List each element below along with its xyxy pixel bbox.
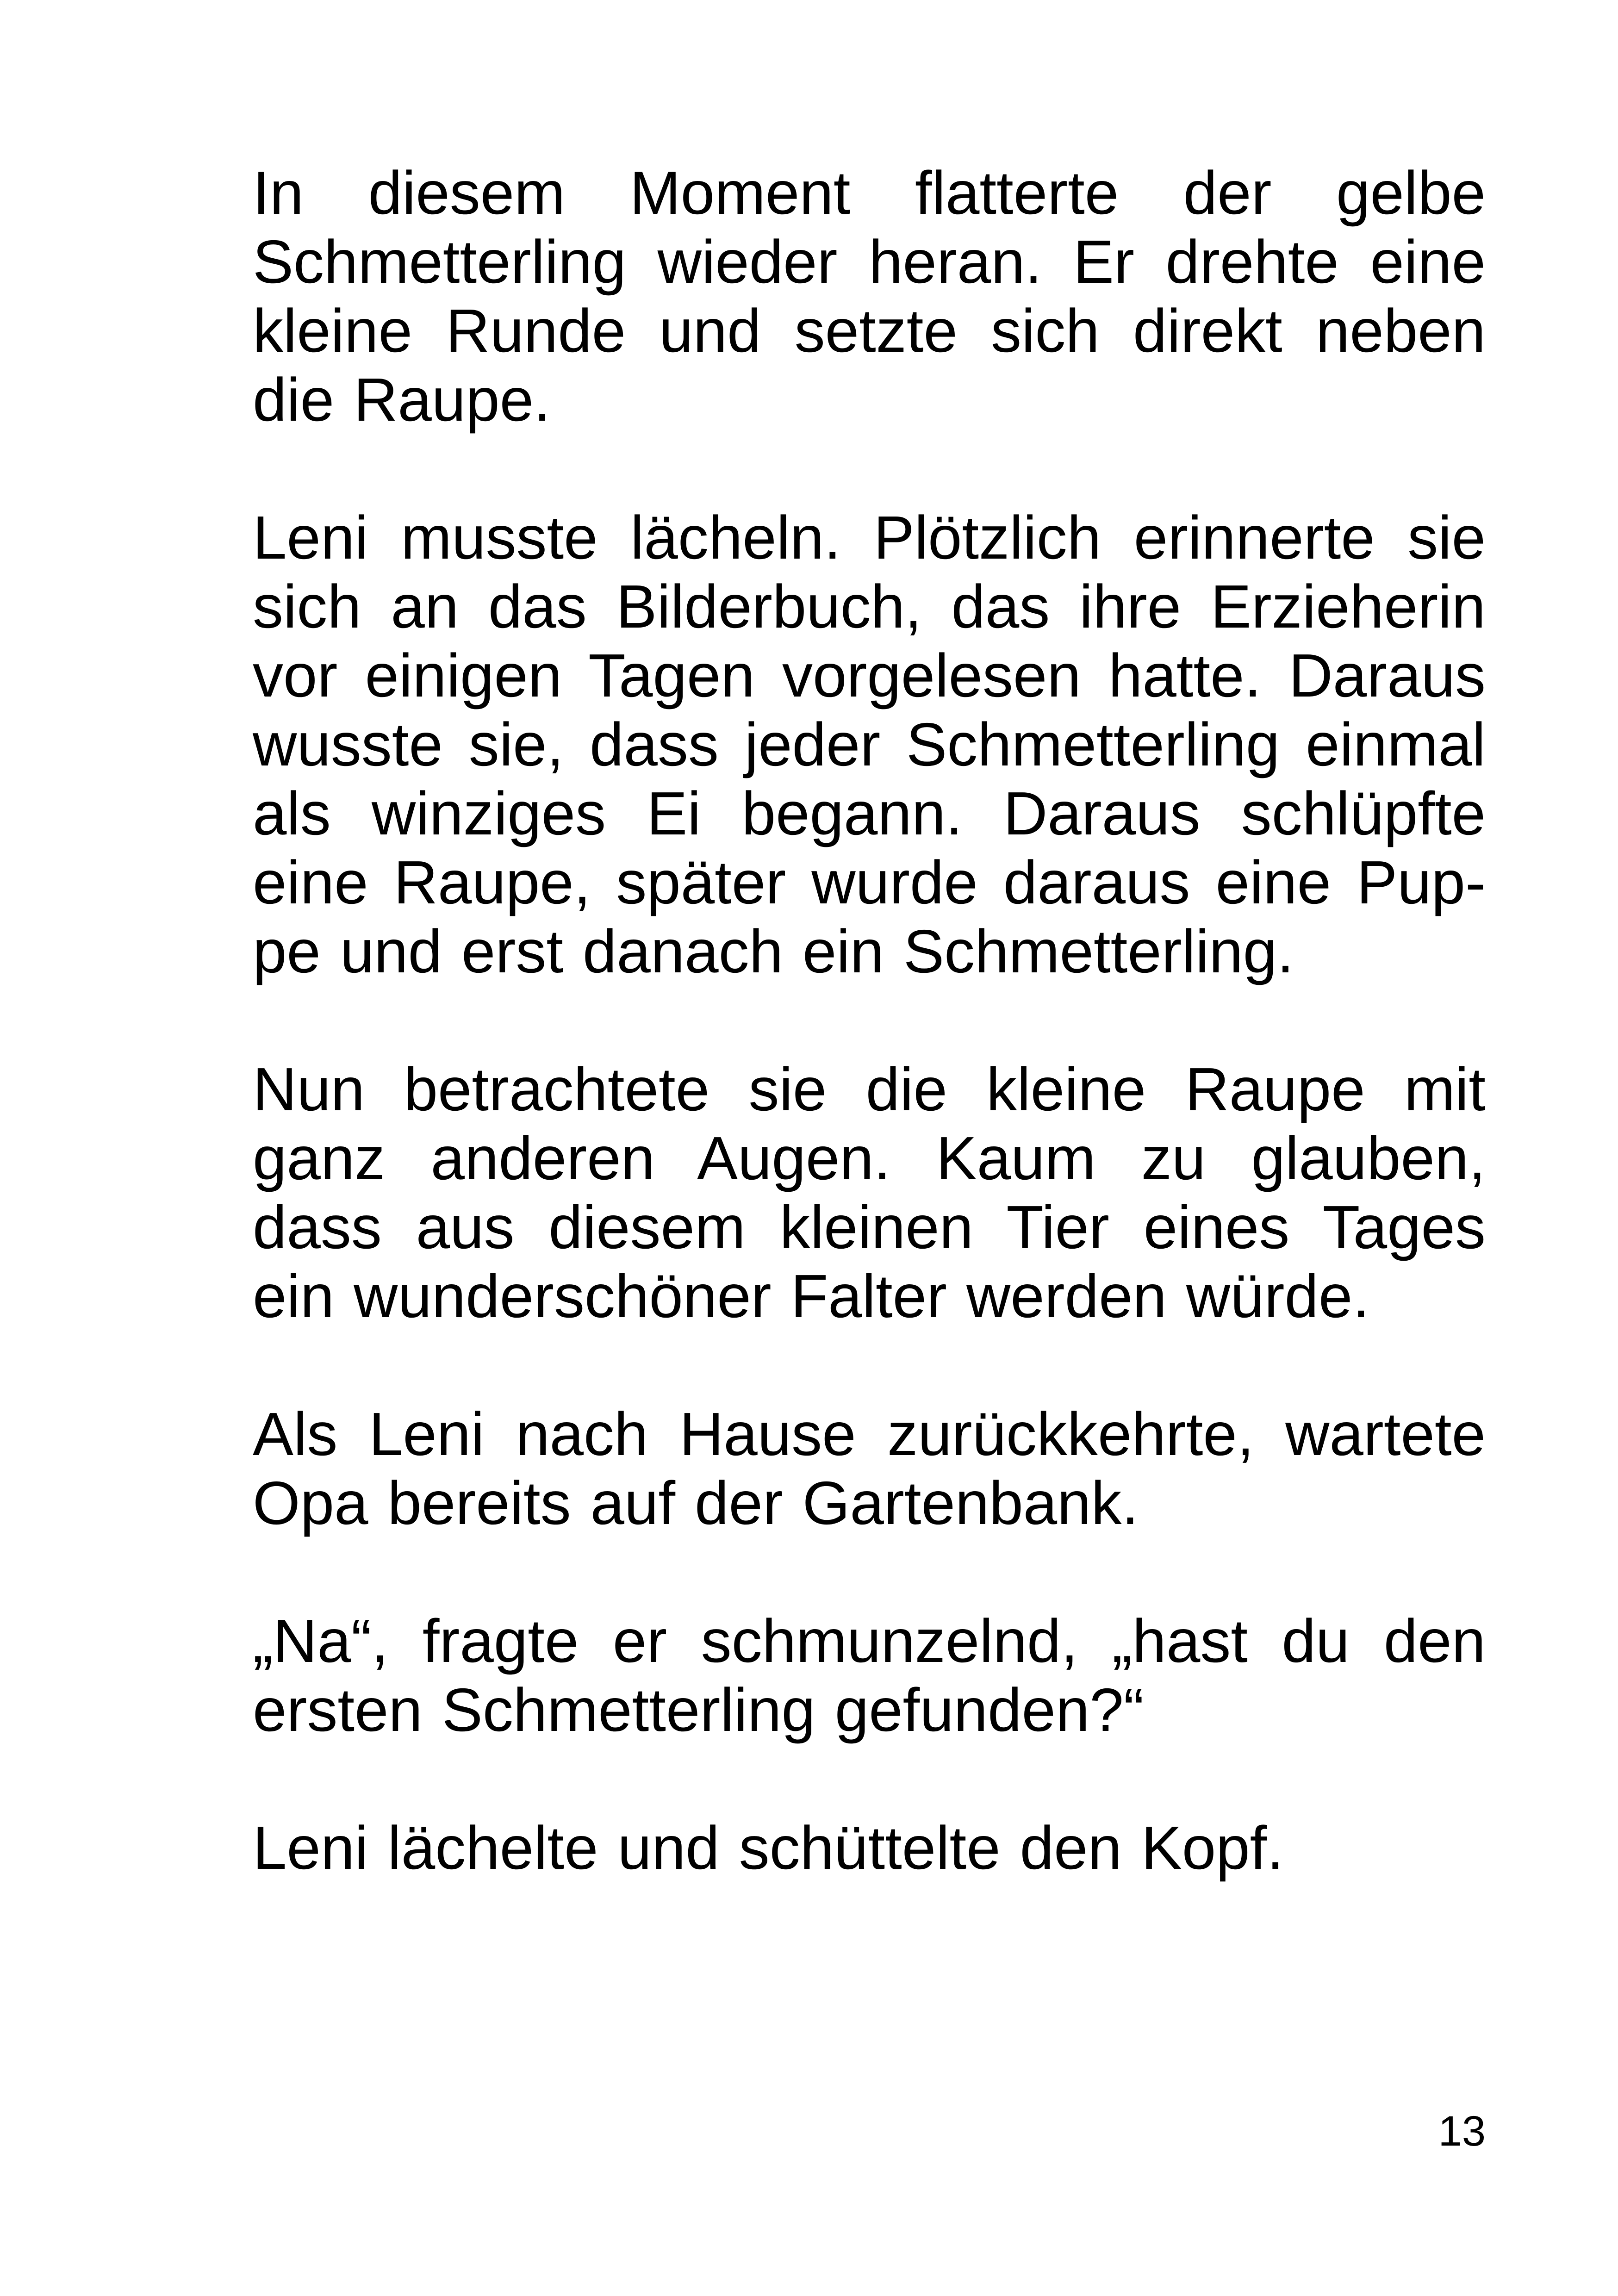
text-line: Nun betrachtete sie die kleine Raupe mit [253,1055,1486,1123]
text-line: wusste sie, dass jeder Schmetterling einmal [253,710,1486,778]
text-line: Schmetterling wieder heran. Er drehte eine [253,228,1486,296]
text-line: pe und erst danach ein Schmetterling. [253,917,1294,985]
paragraph-5 [253,1606,1486,1744]
text-line: Als Leni nach Hause zurückkehrte, wartete [253,1400,1486,1468]
text-line: eine Raupe, später wurde daraus eine Pup- [253,848,1486,916]
text-line: ganz anderen Augen. Kaum zu glauben, [253,1124,1486,1192]
text-line: Opa bereits auf der Gartenbank. [253,1469,1139,1537]
page-number: 13 [1438,2108,1486,2155]
paragraph-3 [253,1055,1486,1331]
paragraph-2 [253,503,1486,986]
text-line: In diesem Moment flatterte der gelbe [253,159,1486,227]
text-line: kleine Runde und setzte sich direkt neben [253,297,1486,365]
text-line: als winziges Ei begann. Daraus schlüpfte [253,779,1486,847]
text-line: vor einigen Tagen vorgelesen hatte. Daraus [253,641,1486,709]
text-line: die Raupe. [253,366,551,434]
text-line: „Na“, fragte er schmunzelnd, „hast du den [253,1607,1486,1675]
paragraph-1 [253,158,1486,434]
paragraph-4 [253,1400,1486,1537]
text-line: Leni musste lächeln. Plötzlich erinnerte sie [253,504,1486,572]
text-line: Leni lächelte und schüttelte den Kopf. [253,1814,1284,1882]
text-line: sich an das Bilderbuch, das ihre Erzieherin [253,572,1486,641]
text-line: ersten Schmetterling gefunden?“ [253,1676,1144,1744]
text-line: dass aus diesem kleinen Tier eines Tages [253,1193,1486,1261]
body-text [253,158,1486,1951]
paragraph-6 [253,1813,1486,1882]
text-line: ein wunderschöner Falter werden würde. [253,1262,1370,1330]
